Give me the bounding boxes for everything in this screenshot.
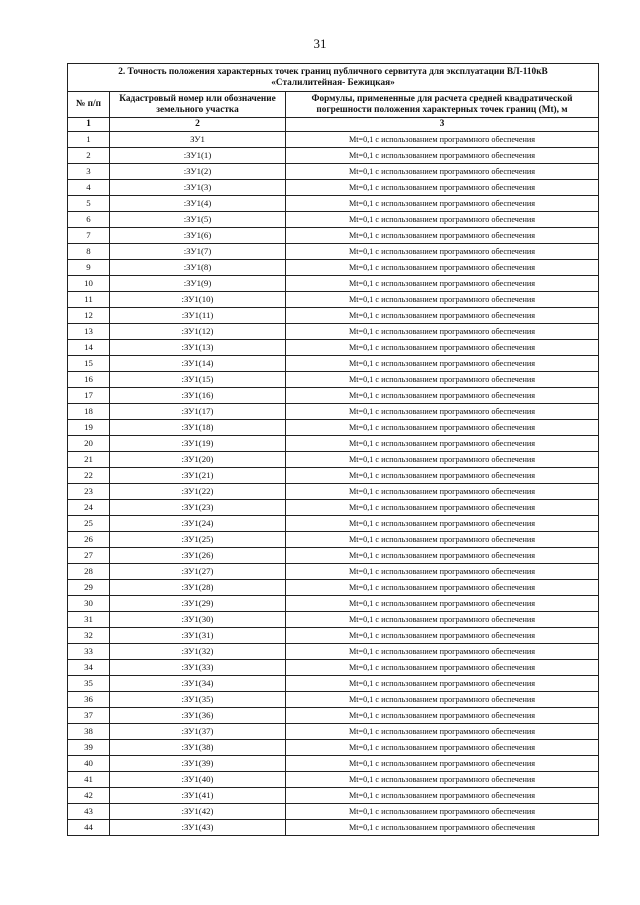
row-formula: Mt=0,1 с использованием программного обеспечения	[286, 804, 599, 820]
row-number: 34	[68, 660, 110, 676]
row-cadastral-id: :ЗУ1(23)	[110, 500, 286, 516]
row-formula: Mt=0,1 с использованием программного обеспечения	[286, 308, 599, 324]
header-number: № п/п	[68, 92, 110, 118]
row-formula: Mt=0,1 с использованием программного обеспечения	[286, 340, 599, 356]
row-formula: Mt=0,1 с использованием программного обеспечения	[286, 596, 599, 612]
table-title-line2: «Сталилитейная- Бежицкая»	[271, 77, 395, 88]
row-number: 39	[68, 740, 110, 756]
row-number: 23	[68, 484, 110, 500]
table-row	[68, 452, 599, 468]
row-cadastral-id: :ЗУ1(13)	[110, 340, 286, 356]
row-cadastral-id: :ЗУ1(43)	[110, 820, 286, 836]
row-cadastral-id: :ЗУ1(33)	[110, 660, 286, 676]
row-formula: Mt=0,1 с использованием программного обеспечения	[286, 532, 599, 548]
row-cadastral-id: :ЗУ1(15)	[110, 372, 286, 388]
table-row	[68, 644, 599, 660]
row-number: 43	[68, 804, 110, 820]
row-formula: Mt=0,1 с использованием программного обеспечения	[286, 772, 599, 788]
row-cadastral-id: :ЗУ1(24)	[110, 516, 286, 532]
page-number: 31	[313, 36, 327, 51]
table-row	[68, 692, 599, 708]
table-row	[68, 356, 599, 372]
table-row	[68, 804, 599, 820]
row-number: 19	[68, 420, 110, 436]
table-row	[68, 564, 599, 580]
row-number: 38	[68, 724, 110, 740]
row-formula: Mt=0,1 с использованием программного обеспечения	[286, 228, 599, 244]
table-row	[68, 516, 599, 532]
row-formula: Mt=0,1 с использованием программного обеспечения	[286, 372, 599, 388]
row-number: 20	[68, 436, 110, 452]
row-number: 4	[68, 180, 110, 196]
table-row	[68, 612, 599, 628]
row-cadastral-id: :ЗУ1(10)	[110, 292, 286, 308]
table-title-line1: 2. Точность положения характерных точек границ публичного сервитута для эксплуатации ВЛ-110кВ	[118, 66, 548, 77]
row-cadastral-id: :ЗУ1(16)	[110, 388, 286, 404]
row-number: 11	[68, 292, 110, 308]
row-formula: Mt=0,1 с использованием программного обеспечения	[286, 484, 599, 500]
row-number: 24	[68, 500, 110, 516]
row-number: 6	[68, 212, 110, 228]
table-row	[68, 148, 599, 164]
row-cadastral-id: :ЗУ1(7)	[110, 244, 286, 260]
row-cadastral-id: :ЗУ1(2)	[110, 164, 286, 180]
row-cadastral-id: :ЗУ1(8)	[110, 260, 286, 276]
row-formula: Mt=0,1 с использованием программного обеспечения	[286, 404, 599, 420]
row-number: 37	[68, 708, 110, 724]
table-row	[68, 740, 599, 756]
row-number: 36	[68, 692, 110, 708]
table-row	[68, 484, 599, 500]
column-number-row	[68, 118, 599, 132]
row-number: 31	[68, 612, 110, 628]
table-row	[68, 724, 599, 740]
row-formula: Mt=0,1 с использованием программного обеспечения	[286, 612, 599, 628]
table-row	[68, 628, 599, 644]
row-number: 30	[68, 596, 110, 612]
row-cadastral-id: :ЗУ1(31)	[110, 628, 286, 644]
table-row	[68, 500, 599, 516]
row-number: 40	[68, 756, 110, 772]
row-cadastral-id: :ЗУ1(17)	[110, 404, 286, 420]
row-cadastral-id: :ЗУ1(18)	[110, 420, 286, 436]
row-cadastral-id: :ЗУ1(34)	[110, 676, 286, 692]
row-number: 27	[68, 548, 110, 564]
row-number: 5	[68, 196, 110, 212]
row-number: 2	[68, 148, 110, 164]
row-cadastral-id: :ЗУ1(11)	[110, 308, 286, 324]
table-row	[68, 324, 599, 340]
row-number: 10	[68, 276, 110, 292]
row-cadastral-id: :ЗУ1(32)	[110, 644, 286, 660]
column-number: 1	[68, 118, 110, 132]
row-formula: Mt=0,1 с использованием программного обеспечения	[286, 292, 599, 308]
row-formula: Mt=0,1 с использованием программного обеспечения	[286, 164, 599, 180]
row-number: 44	[68, 820, 110, 836]
row-number: 35	[68, 676, 110, 692]
table-row	[68, 180, 599, 196]
table-row	[68, 244, 599, 260]
row-formula: Mt=0,1 с использованием программного обеспечения	[286, 452, 599, 468]
row-formula: Mt=0,1 с использованием программного обеспечения	[286, 468, 599, 484]
row-number: 21	[68, 452, 110, 468]
row-formula: Mt=0,1 с использованием программного обеспечения	[286, 420, 599, 436]
table-row	[68, 708, 599, 724]
table-row	[68, 196, 599, 212]
table-row	[68, 548, 599, 564]
row-number: 13	[68, 324, 110, 340]
row-formula: Mt=0,1 с использованием программного обеспечения	[286, 500, 599, 516]
row-number: 9	[68, 260, 110, 276]
row-formula: Mt=0,1 с использованием программного обеспечения	[286, 324, 599, 340]
row-cadastral-id: :ЗУ1(37)	[110, 724, 286, 740]
row-formula: Mt=0,1 с использованием программного обеспечения	[286, 180, 599, 196]
row-cadastral-id: :ЗУ1(9)	[110, 276, 286, 292]
row-number: 1	[68, 132, 110, 148]
table-title	[68, 64, 599, 92]
row-cadastral-id: :ЗУ1(41)	[110, 788, 286, 804]
row-cadastral-id: :ЗУ1(29)	[110, 596, 286, 612]
row-number: 7	[68, 228, 110, 244]
table-row	[68, 468, 599, 484]
row-cadastral-id: ЗУ1	[110, 132, 286, 148]
row-formula: Mt=0,1 с использованием программного обеспечения	[286, 820, 599, 836]
row-number: 14	[68, 340, 110, 356]
row-cadastral-id: :ЗУ1(30)	[110, 612, 286, 628]
row-formula: Mt=0,1 с использованием программного обеспечения	[286, 724, 599, 740]
row-number: 33	[68, 644, 110, 660]
table-row	[68, 292, 599, 308]
table-row	[68, 308, 599, 324]
table-row	[68, 772, 599, 788]
row-number: 42	[68, 788, 110, 804]
row-cadastral-id: :ЗУ1(3)	[110, 180, 286, 196]
row-cadastral-id: :ЗУ1(35)	[110, 692, 286, 708]
header-cadastral: Кадастровый номер или обозначение земельного участка	[110, 92, 286, 118]
row-cadastral-id: :ЗУ1(5)	[110, 212, 286, 228]
row-formula: Mt=0,1 с использованием программного обеспечения	[286, 692, 599, 708]
row-formula: Mt=0,1 с использованием программного обеспечения	[286, 356, 599, 372]
row-formula: Mt=0,1 с использованием программного обеспечения	[286, 244, 599, 260]
row-cadastral-id: :ЗУ1(12)	[110, 324, 286, 340]
row-number: 32	[68, 628, 110, 644]
table-row	[68, 228, 599, 244]
row-cadastral-id: :ЗУ1(42)	[110, 804, 286, 820]
row-cadastral-id: :ЗУ1(39)	[110, 756, 286, 772]
row-formula: Mt=0,1 с использованием программного обеспечения	[286, 260, 599, 276]
row-cadastral-id: :ЗУ1(27)	[110, 564, 286, 580]
row-formula: Mt=0,1 с использованием программного обеспечения	[286, 660, 599, 676]
column-number: 3	[286, 118, 599, 132]
table-row	[68, 132, 599, 148]
table-row	[68, 596, 599, 612]
table-row	[68, 532, 599, 548]
row-cadastral-id: :ЗУ1(40)	[110, 772, 286, 788]
row-number: 8	[68, 244, 110, 260]
table-row	[68, 788, 599, 804]
row-number: 12	[68, 308, 110, 324]
row-number: 15	[68, 356, 110, 372]
row-number: 41	[68, 772, 110, 788]
accuracy-table	[67, 63, 599, 836]
row-cadastral-id: :ЗУ1(14)	[110, 356, 286, 372]
row-formula: Mt=0,1 с использованием программного обеспечения	[286, 388, 599, 404]
table-row	[68, 420, 599, 436]
table-row	[68, 820, 599, 836]
row-formula: Mt=0,1 с использованием программного обеспечения	[286, 628, 599, 644]
table-row	[68, 756, 599, 772]
table-row	[68, 212, 599, 228]
table-row	[68, 164, 599, 180]
row-formula: Mt=0,1 с использованием программного обеспечения	[286, 516, 599, 532]
row-formula: Mt=0,1 с использованием программного обеспечения	[286, 276, 599, 292]
column-number: 2	[110, 118, 286, 132]
row-number: 3	[68, 164, 110, 180]
table-row	[68, 580, 599, 596]
row-number: 17	[68, 388, 110, 404]
row-number: 22	[68, 468, 110, 484]
table-row	[68, 436, 599, 452]
table-title-row	[68, 64, 599, 92]
table-row	[68, 660, 599, 676]
row-cadastral-id: :ЗУ1(19)	[110, 436, 286, 452]
row-number: 29	[68, 580, 110, 596]
table-row	[68, 260, 599, 276]
row-number: 18	[68, 404, 110, 420]
row-formula: Mt=0,1 с использованием программного обеспечения	[286, 132, 599, 148]
row-cadastral-id: :ЗУ1(36)	[110, 708, 286, 724]
row-cadastral-id: :ЗУ1(28)	[110, 580, 286, 596]
row-cadastral-id: :ЗУ1(1)	[110, 148, 286, 164]
header-formula: Формулы, примененные для расчета средней квадратической погрешности положения характерных точек границ (Mt), м	[286, 92, 599, 118]
row-cadastral-id: :ЗУ1(38)	[110, 740, 286, 756]
row-cadastral-id: :ЗУ1(25)	[110, 532, 286, 548]
table-row	[68, 276, 599, 292]
row-cadastral-id: :ЗУ1(20)	[110, 452, 286, 468]
table-row	[68, 372, 599, 388]
table-row	[68, 676, 599, 692]
table-row	[68, 388, 599, 404]
row-cadastral-id: :ЗУ1(21)	[110, 468, 286, 484]
row-formula: Mt=0,1 с использованием программного обеспечения	[286, 580, 599, 596]
row-cadastral-id: :ЗУ1(4)	[110, 196, 286, 212]
row-formula: Mt=0,1 с использованием программного обеспечения	[286, 548, 599, 564]
row-formula: Mt=0,1 с использованием программного обеспечения	[286, 212, 599, 228]
row-formula: Mt=0,1 с использованием программного обеспечения	[286, 644, 599, 660]
row-cadastral-id: :ЗУ1(26)	[110, 548, 286, 564]
table-row	[68, 340, 599, 356]
row-formula: Mt=0,1 с использованием программного обеспечения	[286, 436, 599, 452]
header-row	[68, 92, 599, 118]
row-number: 28	[68, 564, 110, 580]
row-number: 26	[68, 532, 110, 548]
row-number: 16	[68, 372, 110, 388]
table-row	[68, 404, 599, 420]
row-formula: Mt=0,1 с использованием программного обеспечения	[286, 148, 599, 164]
row-formula: Mt=0,1 с использованием программного обеспечения	[286, 788, 599, 804]
row-formula: Mt=0,1 с использованием программного обеспечения	[286, 708, 599, 724]
row-formula: Mt=0,1 с использованием программного обеспечения	[286, 196, 599, 212]
row-formula: Mt=0,1 с использованием программного обеспечения	[286, 756, 599, 772]
row-cadastral-id: :ЗУ1(6)	[110, 228, 286, 244]
row-formula: Mt=0,1 с использованием программного обеспечения	[286, 676, 599, 692]
row-formula: Mt=0,1 с использованием программного обеспечения	[286, 740, 599, 756]
row-formula: Mt=0,1 с использованием программного обеспечения	[286, 564, 599, 580]
row-cadastral-id: :ЗУ1(22)	[110, 484, 286, 500]
row-number: 25	[68, 516, 110, 532]
